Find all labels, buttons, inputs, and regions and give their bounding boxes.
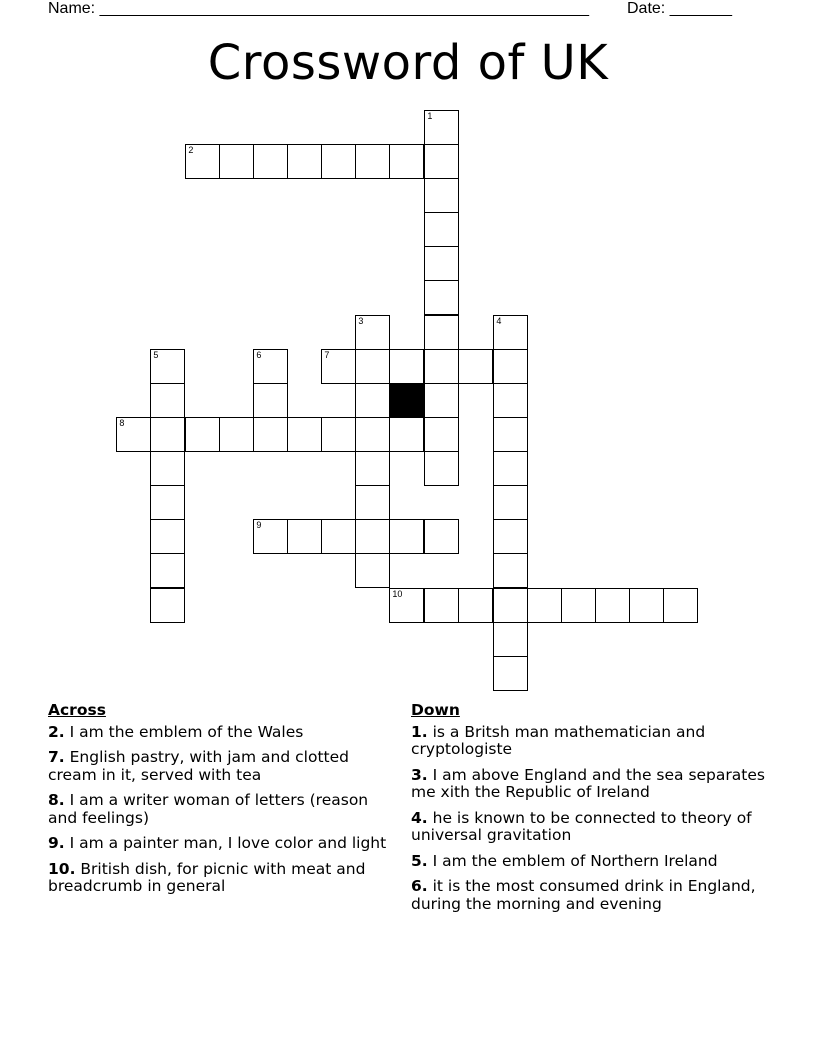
clue-text: it is the most consumed drink in England, during the morning and evening [411,877,756,913]
grid-cell[interactable] [150,349,184,383]
grid-cell[interactable] [150,519,184,553]
grid-cell[interactable] [424,349,458,383]
clue-number: 9. [48,834,65,852]
grid-cell[interactable] [253,349,287,383]
grid-cell[interactable] [493,656,527,690]
grid-cell[interactable] [355,383,389,417]
clue-text: I am a painter man, I love color and light [69,834,387,852]
down-heading: Down [411,701,460,719]
down-clue [411,810,771,845]
grid-cell[interactable] [493,315,527,349]
clue-text: British dish, for picnic with meat and breadcrumb in general [48,859,366,895]
across-clue [48,724,398,742]
grid-cell[interactable] [458,349,492,383]
down-clue [411,724,771,759]
grid-cell[interactable] [424,315,458,349]
grid-cell[interactable] [424,417,458,451]
grid-cell[interactable] [493,519,527,553]
cell-number: 7 [324,350,330,361]
grid-cell[interactable] [253,144,287,178]
grid-cell[interactable] [424,588,458,622]
grid-cell[interactable] [287,519,321,553]
across-clue [48,749,398,784]
cell-number: 4 [496,316,502,327]
grid-cell[interactable] [321,519,355,553]
grid-cell[interactable] [253,417,287,451]
grid-cell[interactable] [424,280,458,314]
grid-cell[interactable] [150,588,184,622]
grid-cell[interactable] [424,519,458,553]
grid-cell[interactable] [185,144,219,178]
cell-number: 5 [153,350,159,361]
down-clue [411,878,771,913]
grid-cell[interactable] [321,144,355,178]
clue-number: 3. [411,765,428,784]
grid-cell[interactable] [493,485,527,519]
clue-number: 10. [48,859,76,878]
grid-cell[interactable] [527,588,561,622]
grid-cell[interactable] [493,417,527,451]
grid-cell[interactable] [219,144,253,178]
grid-cell[interactable] [424,212,458,246]
grid-cell[interactable] [355,485,389,519]
black-cell [389,383,423,417]
grid-cell[interactable] [287,417,321,451]
grid-cell[interactable] [629,588,663,622]
clue-text: I am a writer woman of letters (reason and feelings) [48,791,369,827]
across-clue [48,861,398,896]
grid-cell[interactable] [493,383,527,417]
cell-number: 9 [256,520,262,531]
cell-number: 1 [427,111,433,122]
cell-number: 8 [119,418,125,429]
grid-cell[interactable] [389,588,423,622]
grid-cell[interactable] [389,519,423,553]
cell-number: 6 [256,350,262,361]
clue-number: 7. [48,748,65,766]
grid-cell[interactable] [493,553,527,587]
clue-text: I am the emblem of Northern Ireland [432,851,718,870]
clue-number: 1. [411,722,428,741]
grid-cell[interactable] [389,417,423,451]
grid-cell[interactable] [355,417,389,451]
grid-cell[interactable] [185,417,219,451]
grid-cell[interactable] [321,417,355,451]
across-clues [48,702,398,904]
grid-cell[interactable] [150,553,184,587]
grid-cell[interactable] [493,349,527,383]
cell-number: 2 [188,145,194,156]
grid-cell[interactable] [116,417,150,451]
grid-cell[interactable] [253,383,287,417]
across-heading: Across [48,701,106,719]
grid-cell[interactable] [355,553,389,587]
clue-number: 6. [411,877,428,895]
cell-number: 3 [358,316,364,327]
clue-number: 5. [411,851,428,870]
grid-cell[interactable] [424,383,458,417]
grid-cell[interactable] [150,417,184,451]
grid-cell[interactable] [150,451,184,485]
date-line: Date: _______ [627,0,732,17]
clue-text: he is known to be connected to theory of universal gravitation [411,808,752,844]
page-title: Crossword of UK [207,35,609,91]
grid-cell[interactable] [355,451,389,485]
name-line: Name: _______________________________________________________ [48,0,589,17]
grid-cell[interactable] [424,451,458,485]
grid-cell[interactable] [150,383,184,417]
grid-cell[interactable] [321,349,355,383]
grid-cell[interactable] [355,519,389,553]
across-clue [48,792,398,827]
grid-cell[interactable] [595,588,629,622]
grid-cell[interactable] [493,588,527,622]
clue-number: 2. [48,722,65,741]
grid-cell[interactable] [663,588,697,622]
down-clue [411,853,771,871]
clue-text: I am above England and the sea separates me xith the Republic of Ireland [411,765,765,801]
grid-cell[interactable] [355,144,389,178]
clue-text: is a Britsh man mathematician and cryptologiste [411,722,706,758]
clue-text: I am the emblem of the Wales [69,722,304,741]
grid-cell[interactable] [389,144,423,178]
grid-cell[interactable] [150,485,184,519]
grid-cell[interactable] [424,110,458,144]
cell-number: 10 [392,589,403,600]
clue-number: 4. [411,808,428,827]
grid-cell[interactable] [389,349,423,383]
clue-text: English pastry, with jam and clotted cream in it, served with tea [48,748,349,784]
grid-cell[interactable] [561,588,595,622]
grid-cell[interactable] [493,451,527,485]
grid-cell[interactable] [458,588,492,622]
grid-cell[interactable] [493,622,527,656]
down-clue [411,767,771,802]
grid-cell[interactable] [253,519,287,553]
grid-cell[interactable] [355,315,389,349]
grid-cell[interactable] [355,349,389,383]
grid-cell[interactable] [287,144,321,178]
grid-cell[interactable] [424,246,458,280]
grid-cell[interactable] [424,144,458,178]
down-clues [411,702,771,921]
clue-number: 8. [48,791,65,809]
grid-cell[interactable] [219,417,253,451]
across-clue [48,835,398,853]
grid-cell[interactable] [424,178,458,212]
